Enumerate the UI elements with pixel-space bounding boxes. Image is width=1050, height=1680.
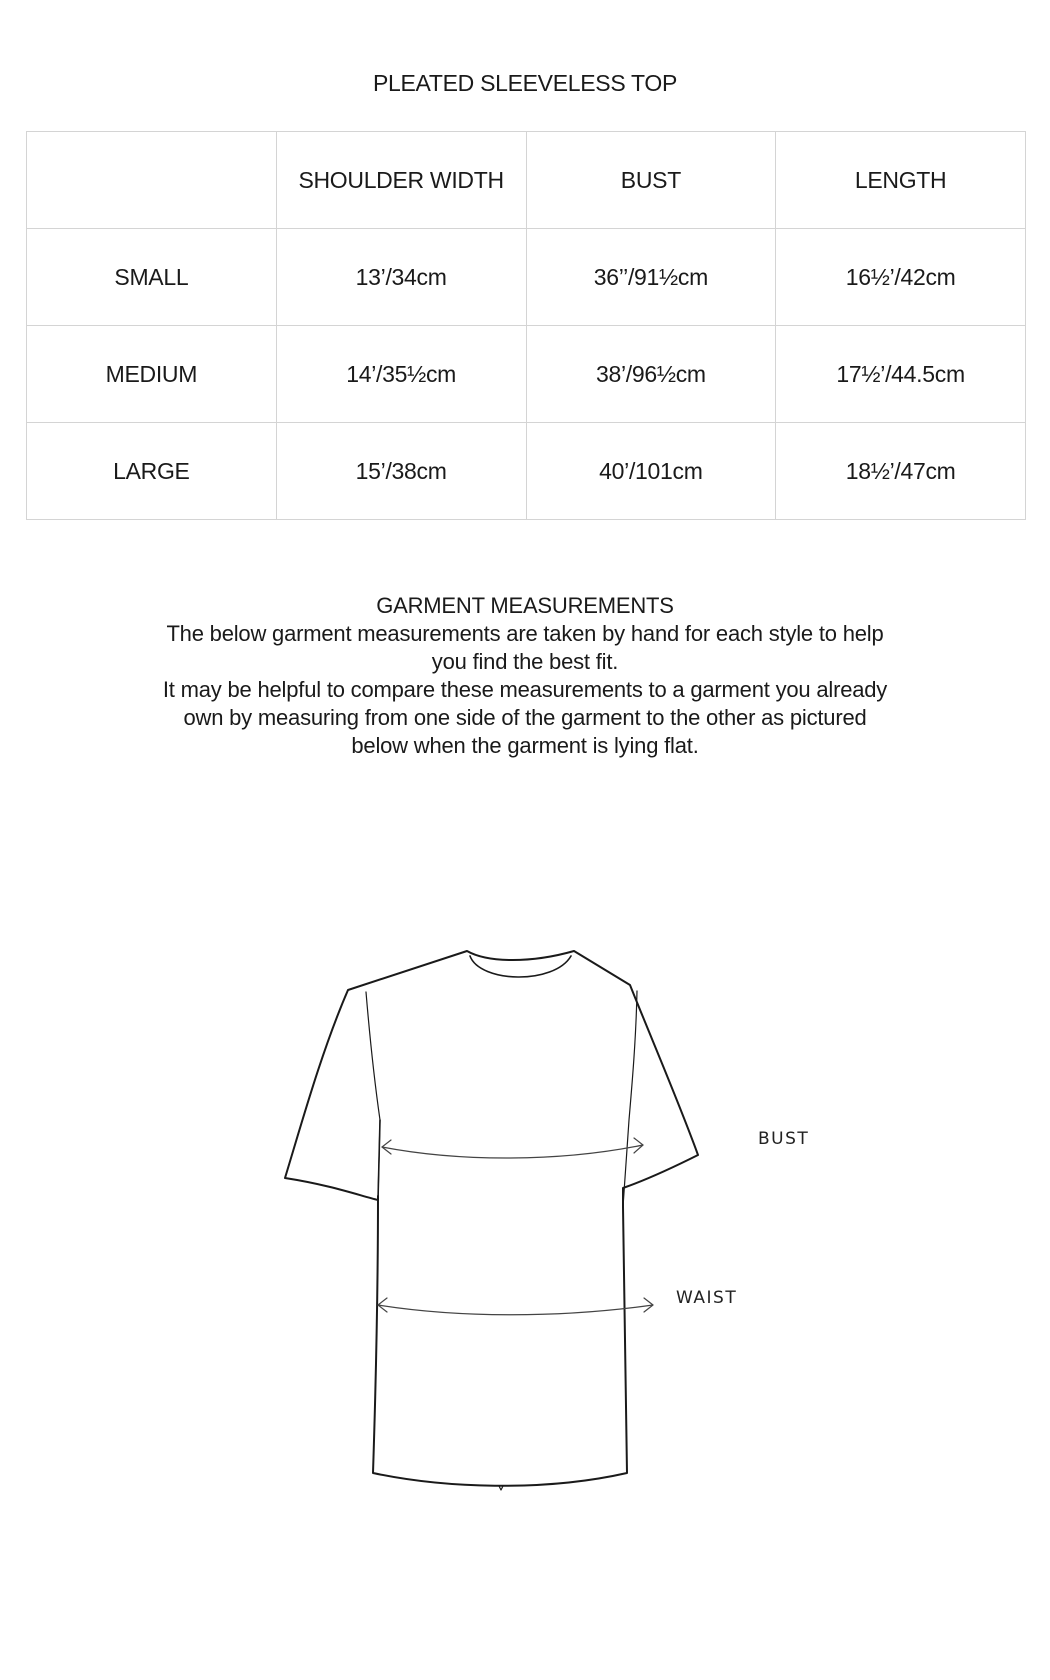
instructions-line: you find the best fit. (431, 649, 619, 674)
instructions-line: The below garment measurements are taken by hand for each style to help (166, 621, 884, 646)
instructions-heading: GARMENT MEASUREMENTS (376, 593, 674, 618)
page-title: PLEATED SLEEVELESS TOP (372, 70, 678, 96)
size-cell: LARGE (27, 423, 277, 520)
header-cell-empty (27, 132, 277, 229)
length-cell: 17½’/44.5cm (776, 326, 1026, 423)
shoulder-cell: 14’/35½cm (276, 326, 526, 423)
garment-outline (285, 951, 698, 1486)
instructions-line: It may be helpful to compare these measurements to a garment you already (162, 677, 888, 702)
size-chart-table (26, 131, 1026, 520)
size-cell: MEDIUM (27, 326, 277, 423)
table-header-row (27, 132, 1026, 229)
bust-cell: 38’/96½cm (526, 326, 776, 423)
header-cell-shoulder-width: SHOULDER WIDTH (276, 132, 526, 229)
left-side-seam (378, 1120, 380, 1200)
waist-arrow (378, 1305, 653, 1315)
bust-cell: 40’/101cm (526, 423, 776, 520)
measurement-instructions (125, 592, 925, 760)
waist-label: WAIST (676, 1288, 738, 1308)
shoulder-cell: 13’/34cm (276, 229, 526, 326)
shoulder-cell: 15’/38cm (276, 423, 526, 520)
table-row (27, 229, 1026, 326)
table-row (27, 326, 1026, 423)
size-cell: SMALL (27, 229, 277, 326)
header-cell-length: LENGTH (776, 132, 1026, 229)
right-sleeve-seam (623, 991, 637, 1207)
bust-label: BUST (758, 1129, 810, 1149)
left-sleeve-seam (366, 992, 380, 1200)
length-cell: 18½’/47cm (776, 423, 1026, 520)
bust-cell: 36’’/91½cm (526, 229, 776, 326)
bust-arrow (382, 1145, 643, 1158)
header-cell-bust: BUST (526, 132, 776, 229)
tshirt-outline-icon (240, 900, 810, 1560)
table-row (27, 423, 1026, 520)
instructions-line: below when the garment is lying flat. (351, 733, 699, 758)
instructions-line: own by measuring from one side of the garment to the other as pictured (183, 705, 867, 730)
length-cell: 16½’/42cm (776, 229, 1026, 326)
